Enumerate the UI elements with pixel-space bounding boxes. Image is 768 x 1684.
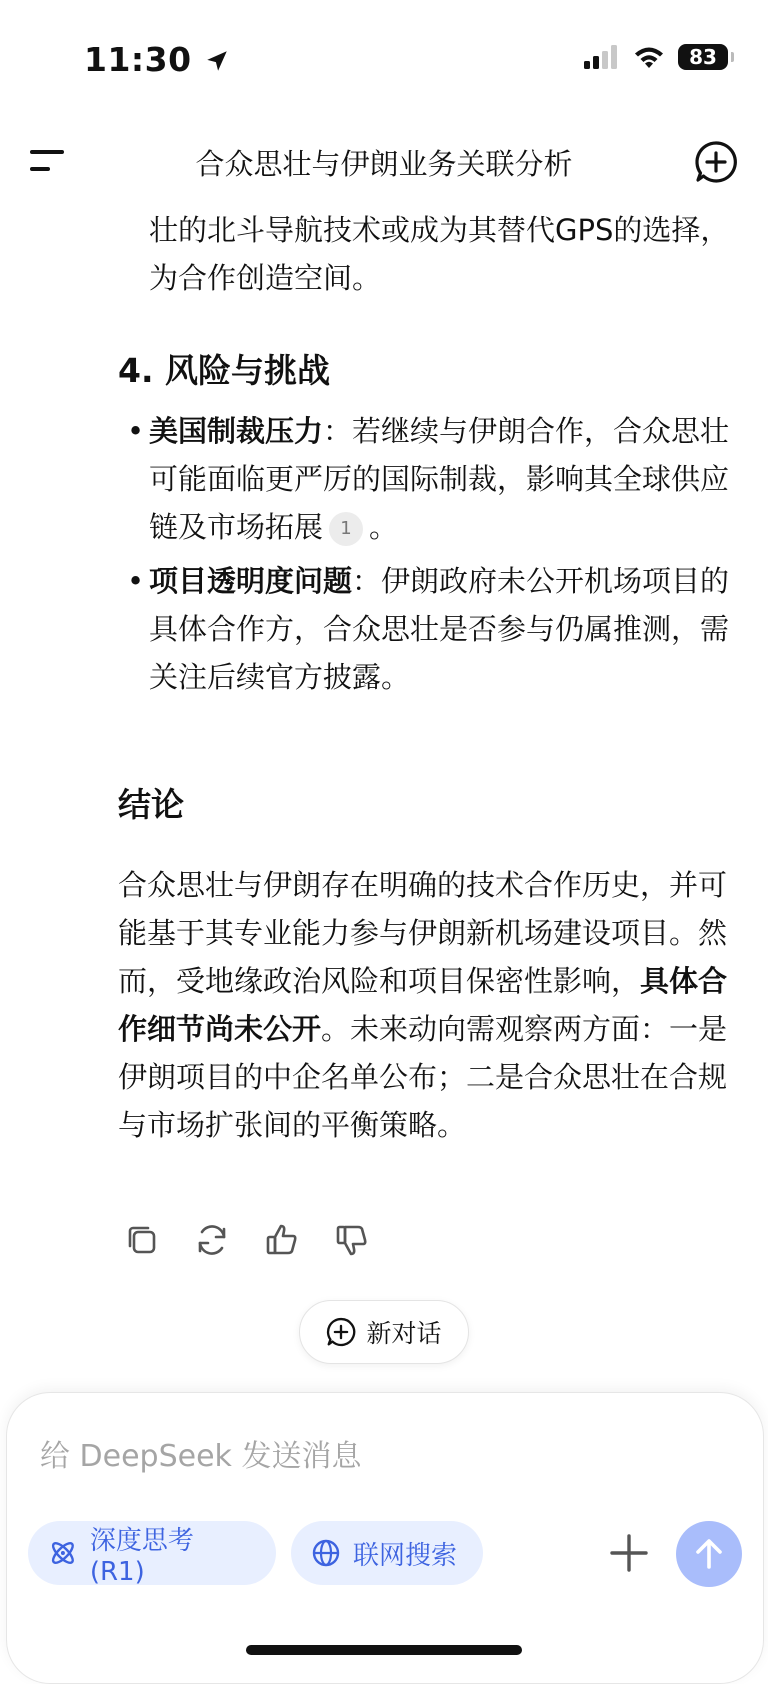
battery-icon xyxy=(678,44,728,70)
message-content xyxy=(0,206,768,302)
conclusion-text: 合众思壮与伊朗存在明确的技术合作历史，并可能基于其专业能力参与伊朗新机场建设项目。然而，受地缘政治风险和项目保密性影响， xyxy=(118,868,728,998)
new-chat-label: 新对话 xyxy=(366,1319,442,1348)
time-text: 11:30 xyxy=(84,40,192,79)
message-input[interactable]: 给 DeepSeek 发送消息 xyxy=(40,1439,362,1474)
status-time xyxy=(84,40,230,79)
bullet-item-transparency xyxy=(149,557,739,701)
arrow-up-icon xyxy=(692,1537,726,1571)
globe-icon xyxy=(311,1538,341,1568)
page-title: 合众思壮与伊朗业务关联分析 xyxy=(195,147,573,181)
copy-icon[interactable] xyxy=(124,1222,160,1258)
bullet-tail: 。 xyxy=(369,510,399,544)
conclusion-bold: 具体合作细节尚未公开 xyxy=(118,964,728,1046)
wifi-icon xyxy=(632,44,666,70)
new-chat-button[interactable] xyxy=(299,1300,469,1364)
deep-think-toggle[interactable] xyxy=(28,1521,276,1585)
bullet-text: ：伊朗政府未公开机场项目的具体合作方，合众思壮是否参与仍属推测，需关注后续官方披露。 xyxy=(149,564,730,694)
signal-icon xyxy=(584,45,620,69)
conclusion-paragraph xyxy=(118,861,740,1149)
bullet-bold: 美国制裁压力 xyxy=(149,414,324,448)
message-actions xyxy=(124,1222,370,1258)
bullet-text: ：若继续与伊朗合作，合众思壮可能面临更严厉的国际制裁，影响其全球供应链及市场拓展 xyxy=(149,414,730,544)
new-chat-icon[interactable] xyxy=(694,140,738,184)
section-heading-conclusion: 结论 xyxy=(118,785,184,824)
battery-level: 83 xyxy=(689,45,717,69)
location-arrow-icon xyxy=(204,48,230,74)
section-heading-risks: 4. 风险与挑战 xyxy=(118,351,330,390)
composer xyxy=(6,1392,764,1684)
send-button[interactable] xyxy=(676,1521,742,1587)
thumbs-down-icon[interactable] xyxy=(334,1222,370,1258)
bullet-dot: • xyxy=(127,414,145,448)
regenerate-icon[interactable] xyxy=(194,1222,230,1258)
continuation-text: 壮的北斗导航技术或成为其替代GPS的选择，为合作创造空间。 xyxy=(149,213,730,295)
web-search-label: 联网搜索 xyxy=(353,1540,458,1571)
deep-think-label: 深度思考 (R1) xyxy=(89,1525,194,1587)
thumbs-up-icon[interactable] xyxy=(264,1222,300,1258)
atom-icon xyxy=(48,1538,78,1568)
bullet-bold: 项目透明度问题 xyxy=(149,564,353,598)
bullet-dot: • xyxy=(127,564,145,598)
citation-badge[interactable]: 1 xyxy=(329,512,363,546)
bullet-item-sanctions xyxy=(149,407,739,551)
conclusion-text-end: 。未来动向需观察两方面：一是伊朗项目的中企名单公布；二是合众思壮在合规与市场扩张间的平衡策略。 xyxy=(118,1012,728,1142)
attach-plus-icon[interactable] xyxy=(607,1531,651,1575)
home-indicator xyxy=(246,1645,522,1655)
status-icons xyxy=(584,44,728,70)
new-chat-icon xyxy=(326,1317,356,1347)
web-search-toggle[interactable] xyxy=(291,1521,483,1585)
